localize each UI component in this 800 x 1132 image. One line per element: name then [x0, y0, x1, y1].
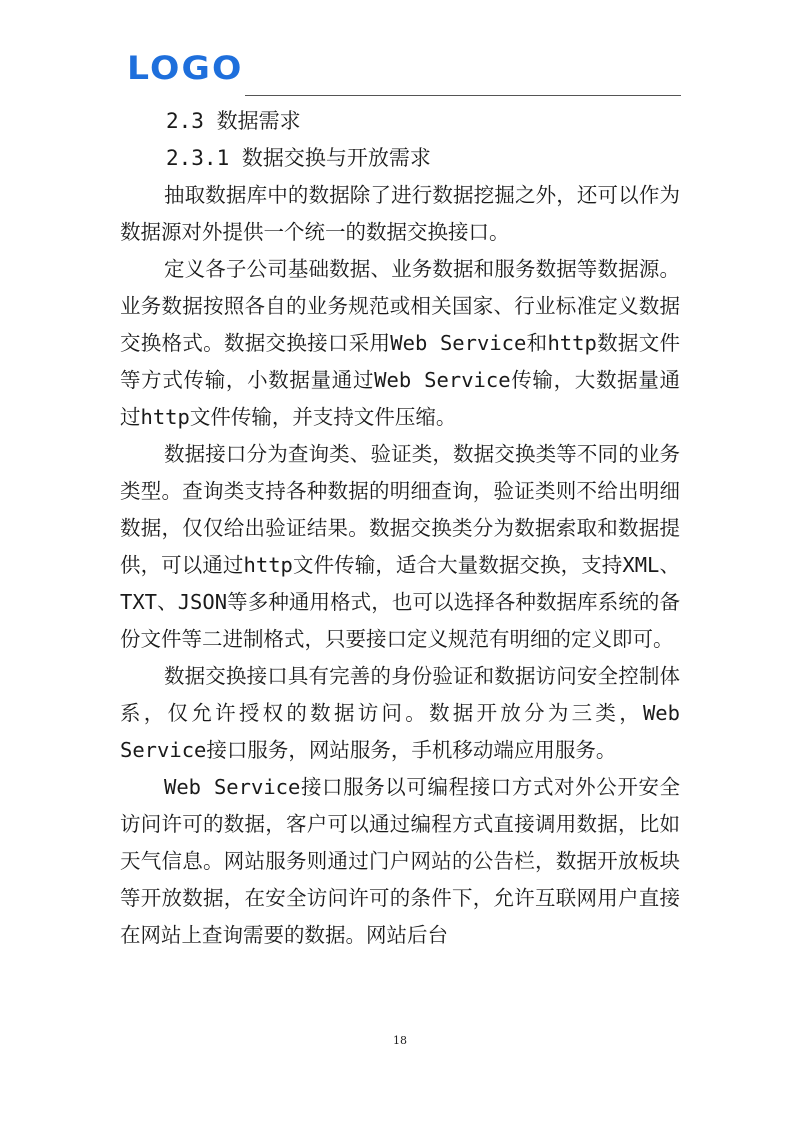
paragraph: 定义各子公司基础数据、业务数据和服务数据等数据源。业务数据按照各自的业务规范或相关国家、行业标准定义数据交换格式。数据交换接口采用Web Service和http数据文件等方式传输，小数据量通过Web Service传输，大数据量通过http文件传输，并支持文件压缩。 — [120, 257, 680, 429]
paragraph: 数据交换接口具有完善的身份验证和数据访问安全控制体系，仅允许授权的数据访问。数据开放分为三类，Web Service接口服务，网站服务，手机移动端应用服务。 — [120, 664, 680, 762]
company-logo: LOGO — [127, 49, 244, 87]
paragraph: 抽取数据库中的数据除了进行数据挖掘之外，还可以作为数据源对外提供一个统一的数据交换接口。 — [120, 183, 680, 244]
page-number: 18 — [393, 1034, 407, 1047]
document-body — [120, 103, 680, 954]
paragraph: 数据接口分为查询类、验证类，数据交换类等不同的业务类型。查询类支持各种数据的明细查询，验证类则不给出明细数据，仅仅给出验证结果。数据交换类分为数据索取和数据提供，可以通过http文件传输，适合大量数据交换，支持XML、TXT、JSON等多种通用格式，也可以选择各种数据库系统的备份文件等二进制格式，只要接口定义规范有明细的定义即可。 — [120, 442, 680, 651]
section-heading: 2.3 数据需求 — [166, 109, 301, 133]
header-divider — [245, 95, 681, 96]
subsection-heading: 2.3.1 数据交换与开放需求 — [166, 146, 431, 170]
paragraph: Web Service接口服务以可编程接口方式对外公开安全访问许可的数据，客户可以通过编程方式直接调用数据，比如天气信息。网站服务则通过门户网站的公告栏，数据开放板块等开放数据，在安全访问许可的条件下，允许互联网用户直接在网站上查询需要的数据。网站后台 — [120, 775, 680, 947]
